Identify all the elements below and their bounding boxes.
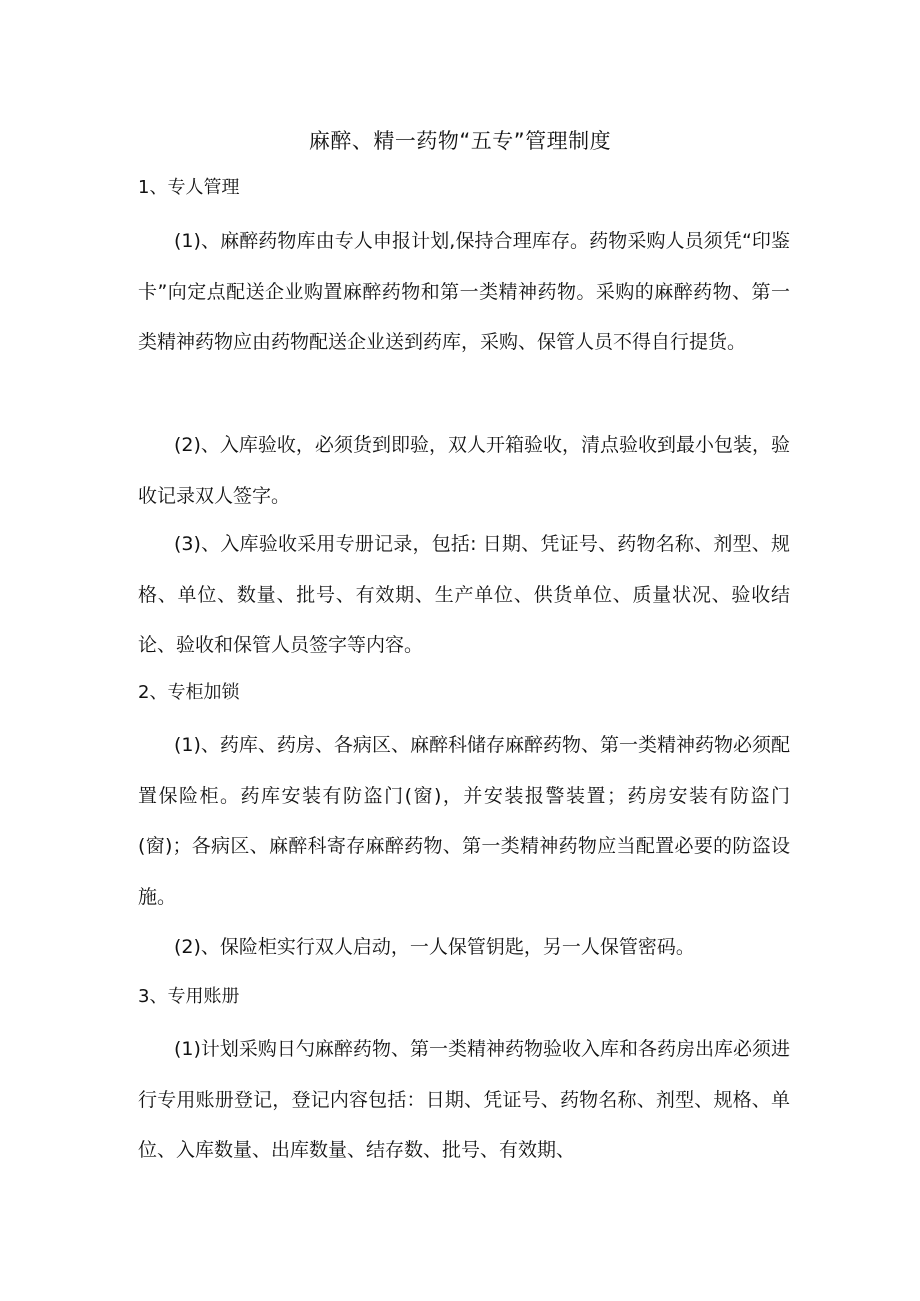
paragraph-1-1: (1)、麻醉药物库由专人申报计划,保持合理库存。药物采购人员须凭“印鉴卡”向定点配送企业购置麻醉药物和第一类精神药物。采购的麻醉药物、第一类精神药物应由药物配送企业送到药库，采购、保管人员不得自行提货。: [138, 230, 790, 353]
document-title: 麻醉、精一药物“五专”管理制度: [308, 129, 612, 153]
section-heading-3: 3、专用账册: [138, 986, 240, 1007]
section-heading-2: 2、专柜加锁: [138, 682, 240, 703]
section-heading-1: 1、专人管理: [138, 177, 240, 198]
paragraph-2-2: (2)、保险柜实行双人启动，一人保管钥匙，另一人保管密码。: [174, 936, 695, 958]
paragraph-2-1: (1)、药库、药房、各病区、麻醉科储存麻醉药物、第一类精神药物必须配置保险柜。药库安装有防盗门(窗)，并安装报警装置；药房安装有防盗门(窗)；各病区、麻醉科寄存麻醉药物、第一类精神药物应当配置必要的防盗设施。: [138, 734, 790, 908]
paragraph-1-2: (2)、入库验收，必须货到即验，双人开箱验收，清点验收到最小包装，验收记录双人签字。: [138, 434, 790, 507]
paragraph-1-3: (3)、入库验收采用专册记录，包括: 日期、凭证号、药物名称、剂型、规格、单位、数量、批号、有效期、生产单位、供货单位、质量状况、验收结论、验收和保管人员签字等内容。: [138, 533, 790, 656]
paragraph-3-1: (1)计划采购日勺麻醉药物、第一类精神药物验收入库和各药房出库必须进行专用账册登记，登记内容包括：日期、凭证号、药物名称、剂型、规格、单位、入库数量、出库数量、结存数、批号、有效期、: [138, 1038, 790, 1161]
